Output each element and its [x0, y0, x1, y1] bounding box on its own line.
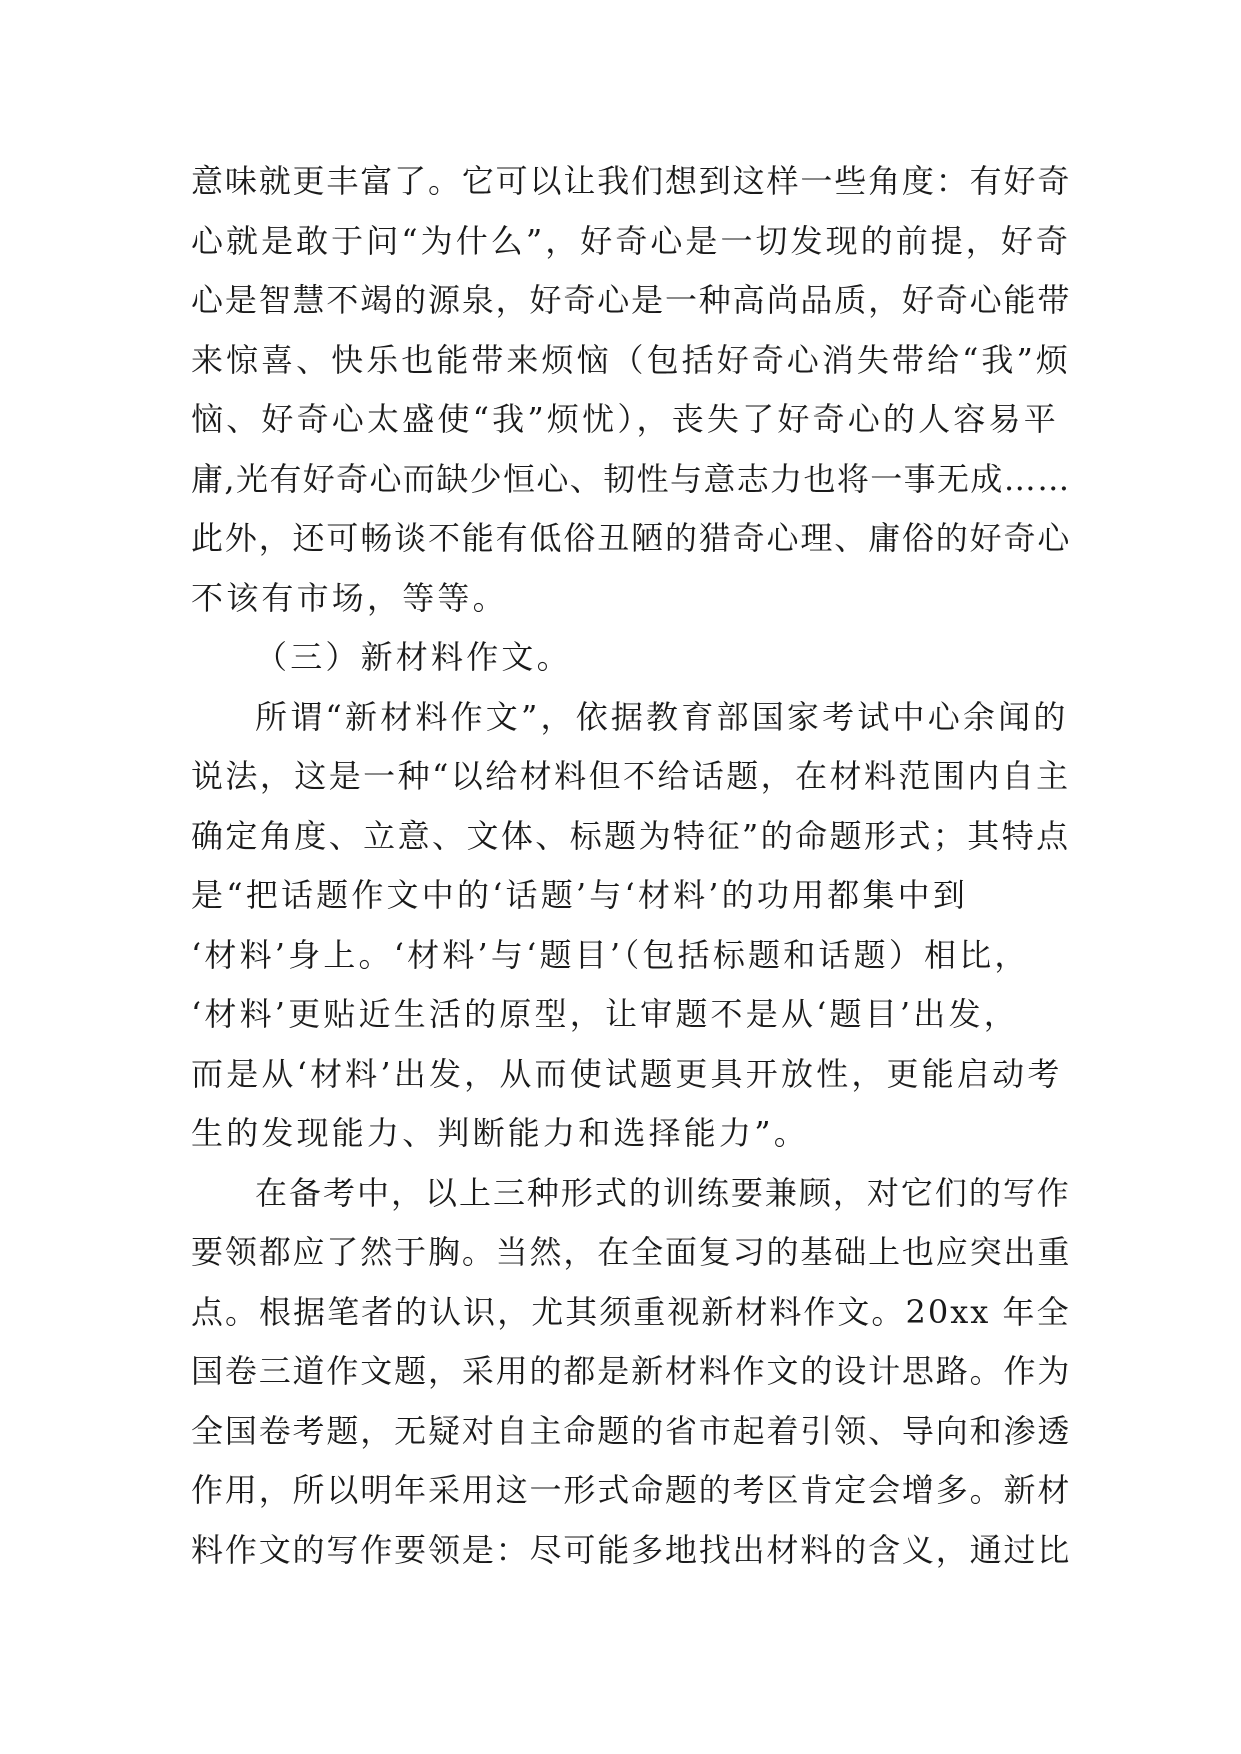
document-body: [191, 152, 1072, 1580]
text-line: 心就是敢于问“为什么”，好奇心是一切发现的前提，好奇: [191, 221, 1071, 260]
text-line: 来惊喜、快乐也能带来烦恼（包括好奇心消失带给“我”烦: [191, 340, 1071, 379]
text-line: （三）新材料作文。: [255, 638, 572, 676]
text-line: 而是从‘材料’出发，从而使试题更具开放性，更能启动考: [191, 1054, 1063, 1093]
text-line: 不该有市场，等等。: [191, 578, 508, 617]
text-line: 此外，还可畅谈不能有低俗丑陋的猎奇心理、庸俗的好奇心: [191, 519, 1072, 557]
text-line: 恼、好奇心太盛使“我”烦忧），丧失了好奇心的人容易平: [191, 400, 1059, 438]
text-line: 是“把话题作文中的‘话题’与‘材料’的功用都集中到: [191, 876, 969, 914]
text-line: 在备考中，以上三种形式的训练要兼顾，对它们的写作: [255, 1173, 1071, 1212]
text-line: 要领都应了然于胸。当然，在全面复习的基础上也应突出重: [191, 1233, 1072, 1271]
text-line: 全国卷考题，无疑对自主命题的省市起着引领、导向和渗透: [191, 1411, 1072, 1450]
text-line: 说法，这是一种“以给材料但不给话题，在材料范围内自主: [191, 757, 1071, 795]
text-line: 作用，所以明年采用这一形式命题的考区肯定会增多。新材: [191, 1471, 1072, 1509]
text-line: 所谓“新材料作文”，依据教育部国家考试中心余闻的: [255, 697, 1069, 736]
text-line: 确定角度、立意、文体、标题为特征”的命题形式；其特点: [191, 816, 1071, 855]
text-line: ‘材料’更贴近生活的原型，让审题不是从‘题目’出发，: [191, 995, 1019, 1033]
text-line: ‘材料’身上。‘材料’与‘题目’（包括标题和话题）相比，: [191, 935, 1030, 974]
text-line: 点。根据笔者的认识，尤其须重视新材料作文。20xx 年全: [191, 1292, 1071, 1331]
text-line: 意味就更丰富了。它可以让我们想到这样一些角度：有好奇: [191, 162, 1072, 200]
text-line: 庸,光有好奇心而缺少恒心、韧性与意志力也将一事无成……: [191, 459, 1071, 498]
text-line: 国卷三道作文题，采用的都是新材料作文的设计思路。作为: [191, 1352, 1072, 1390]
text-line: 料作文的写作要领是：尽可能多地找出材料的含义，通过比: [191, 1530, 1072, 1569]
text-line: 生的发现能力、判断能力和选择能力”。: [191, 1114, 809, 1152]
text-line: 心是智慧不竭的源泉，好奇心是一种高尚品质，好奇心能带: [191, 281, 1072, 319]
